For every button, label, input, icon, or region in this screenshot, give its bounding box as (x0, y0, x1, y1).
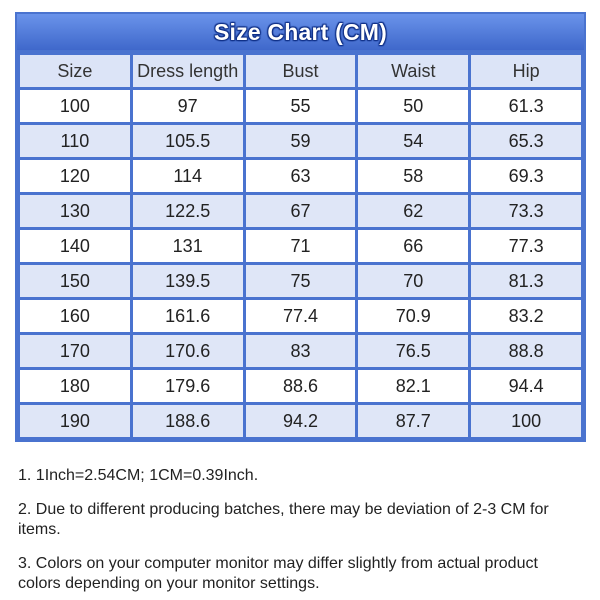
chart-title: Size Chart (CM) (17, 14, 584, 52)
cell-waist: 82.1 (358, 370, 468, 402)
notes (18, 466, 584, 600)
size-chart (15, 12, 586, 442)
note-deviation: 2. Due to different producing batches, there may be deviation of 2-3 CM for items. (18, 501, 549, 538)
cell-hip: 100 (471, 405, 581, 437)
cell-bust: 94.2 (246, 405, 356, 437)
cell-hip: 65.3 (471, 125, 581, 157)
cell-dress-length: 188.6 (133, 405, 243, 437)
cell-dress-length: 139.5 (133, 265, 243, 297)
cell-hip: 77.3 (471, 230, 581, 262)
cell-bust: 88.6 (246, 370, 356, 402)
size-table (17, 52, 584, 440)
table-row (20, 90, 581, 122)
cell-size: 160 (20, 300, 130, 332)
cell-bust: 83 (246, 335, 356, 367)
cell-bust: 71 (246, 230, 356, 262)
cell-dress-length: 122.5 (133, 195, 243, 227)
cell-hip: 88.8 (471, 335, 581, 367)
note-conversion: 1. 1Inch=2.54CM; 1CM=0.39Inch. (18, 467, 259, 484)
cell-bust: 55 (246, 90, 356, 122)
cell-waist: 70.9 (358, 300, 468, 332)
cell-dress-length: 105.5 (133, 125, 243, 157)
cell-hip: 61.3 (471, 90, 581, 122)
header-bust: Bust (246, 55, 356, 87)
cell-size: 170 (20, 335, 130, 367)
table-row (20, 265, 581, 297)
cell-size: 130 (20, 195, 130, 227)
table-row (20, 370, 581, 402)
table-row (20, 405, 581, 437)
cell-waist: 62 (358, 195, 468, 227)
cell-size: 110 (20, 125, 130, 157)
cell-size: 140 (20, 230, 130, 262)
table-row (20, 230, 581, 262)
cell-bust: 59 (246, 125, 356, 157)
cell-waist: 50 (358, 90, 468, 122)
header-dress-length: Dress length (133, 55, 243, 87)
cell-bust: 67 (246, 195, 356, 227)
cell-size: 150 (20, 265, 130, 297)
cell-hip: 69.3 (471, 160, 581, 192)
cell-bust: 63 (246, 160, 356, 192)
cell-waist: 58 (358, 160, 468, 192)
cell-dress-length: 170.6 (133, 335, 243, 367)
header-row (20, 55, 581, 87)
cell-dress-length: 161.6 (133, 300, 243, 332)
cell-size: 100 (20, 90, 130, 122)
cell-dress-length: 179.6 (133, 370, 243, 402)
table-body (20, 90, 581, 437)
header-size: Size (20, 55, 130, 87)
table-row (20, 125, 581, 157)
cell-hip: 73.3 (471, 195, 581, 227)
cell-dress-length: 97 (133, 90, 243, 122)
cell-bust: 77.4 (246, 300, 356, 332)
cell-size: 180 (20, 370, 130, 402)
cell-waist: 87.7 (358, 405, 468, 437)
cell-hip: 83.2 (471, 300, 581, 332)
cell-waist: 76.5 (358, 335, 468, 367)
cell-waist: 54 (358, 125, 468, 157)
cell-waist: 70 (358, 265, 468, 297)
cell-dress-length: 131 (133, 230, 243, 262)
cell-hip: 94.4 (471, 370, 581, 402)
table-row (20, 160, 581, 192)
table-row (20, 335, 581, 367)
cell-hip: 81.3 (471, 265, 581, 297)
cell-size: 190 (20, 405, 130, 437)
table-row (20, 300, 581, 332)
cell-waist: 66 (358, 230, 468, 262)
table-row (20, 195, 581, 227)
header-waist: Waist (358, 55, 468, 87)
header-hip: Hip (471, 55, 581, 87)
cell-size: 120 (20, 160, 130, 192)
cell-dress-length: 114 (133, 160, 243, 192)
cell-bust: 75 (246, 265, 356, 297)
note-colors: 3. Colors on your computer monitor may differ slightly from actual product colors depending on your monitor settings. (18, 555, 538, 592)
